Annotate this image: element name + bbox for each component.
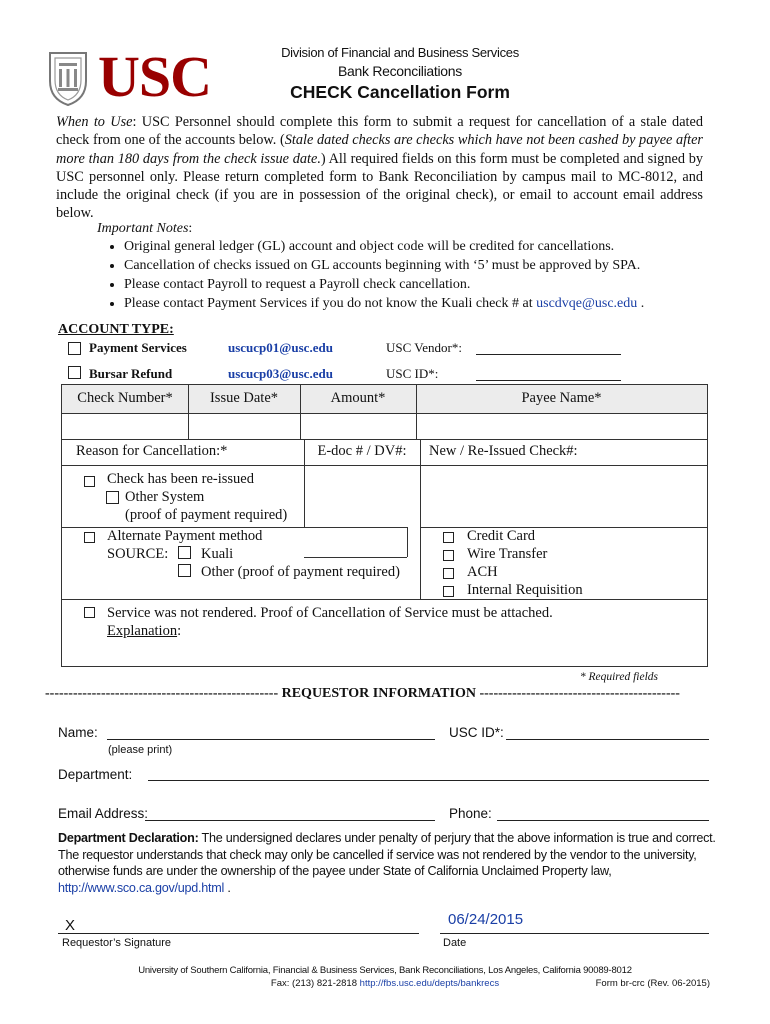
bursar-refund-label: Bursar Refund bbox=[89, 366, 173, 381]
explanation-label: Explanation: bbox=[107, 623, 182, 639]
bankrecs-website-link[interactable]: http://fbs.usc.edu/depts/bankrecs bbox=[359, 978, 500, 989]
usc-vendor-label: USC Vendor*: bbox=[386, 340, 462, 355]
source-label: SOURCE: bbox=[107, 546, 169, 562]
wire-transfer-checkbox[interactable] bbox=[443, 550, 454, 561]
check-number-input[interactable] bbox=[62, 413, 188, 439]
name-label: Name: bbox=[58, 725, 98, 740]
payee-name-header: Payee Name* bbox=[521, 390, 602, 406]
kuali-checkbox[interactable] bbox=[178, 546, 191, 559]
requestor-usc-id-input[interactable] bbox=[506, 739, 709, 740]
department-declaration: Department Declaration: The undersigned declares under penalty of perjury that the above information is true and correct. The requestor understands that check may only be cancelled if service was not rendered by the vendor to the university, otherwise funds are under the ownership of the payee under State of California Unclaimed Property law, http://www.sco.ca.gov/upd.html . bbox=[58, 831, 716, 895]
phone-input[interactable] bbox=[497, 820, 709, 821]
requestor-usc-id-label: USC ID*: bbox=[449, 725, 504, 740]
check-reissued-label: Check has been re-issued bbox=[107, 471, 254, 487]
reason-label: Reason for Cancellation:* bbox=[76, 443, 228, 459]
alternate-payment-checkbox[interactable] bbox=[84, 532, 95, 543]
required-fields-note: * Required fields bbox=[579, 671, 658, 683]
important-notes-label: Important Notes: bbox=[97, 221, 193, 236]
kuali-contact-email-link[interactable]: uscdvqe@usc.edu bbox=[536, 296, 638, 311]
signature-label: Requestor’s Signature bbox=[62, 937, 172, 949]
service-not-rendered-label: Service was not rendered. Proof of Cancellation of Service must be attached. bbox=[107, 605, 553, 621]
issue-date-input[interactable] bbox=[189, 413, 300, 439]
usc-seal-icon bbox=[46, 47, 90, 107]
usc-logo bbox=[46, 44, 212, 109]
reissued-check-label: New / Re-Issued Check#: bbox=[429, 443, 578, 459]
bursar-refund-checkbox[interactable] bbox=[68, 366, 81, 379]
usc-id-input[interactable] bbox=[476, 380, 621, 381]
bursar-refund-email-link[interactable]: uscucp03@usc.edu bbox=[228, 366, 333, 381]
check-details-table bbox=[61, 384, 708, 667]
when-to-use-label: When to Use bbox=[56, 114, 133, 130]
name-input[interactable] bbox=[107, 739, 435, 740]
ach-label: ACH bbox=[467, 564, 498, 580]
date-value[interactable]: 06/24/2015 bbox=[448, 911, 524, 928]
edoc-input[interactable] bbox=[305, 466, 420, 527]
alternate-payment-label: Alternate Payment method bbox=[107, 528, 263, 544]
payment-services-email-link[interactable]: uscucp01@usc.edu bbox=[228, 340, 333, 355]
department-input[interactable] bbox=[148, 780, 709, 781]
internal-requisition-label: Internal Requisition bbox=[467, 582, 583, 598]
other-source-label: Other (proof of payment required) bbox=[201, 564, 400, 580]
amount-input[interactable] bbox=[301, 413, 416, 439]
signature-x: X bbox=[65, 917, 76, 934]
usc-vendor-input[interactable] bbox=[476, 354, 621, 355]
reissued-check-input[interactable] bbox=[421, 466, 707, 527]
requestor-section-heading: -------------------------------------------------- REQUESTOR INFORMATION ------------------------------------------- bbox=[45, 686, 680, 701]
credit-card-checkbox[interactable] bbox=[443, 532, 454, 543]
credit-card-label: Credit Card bbox=[467, 528, 536, 544]
edoc-label: E-doc # / DV#: bbox=[317, 443, 407, 459]
department-heading: Bank Reconciliations bbox=[338, 63, 462, 79]
footer-address: University of Southern California, Financial & Business Services, Bank Reconciliations, Los Angeles, California 90089-8012 bbox=[138, 965, 632, 976]
check-reissued-checkbox[interactable] bbox=[84, 476, 95, 487]
account-type-label: ACCOUNT TYPE: bbox=[58, 322, 174, 337]
email-address-input[interactable] bbox=[145, 820, 435, 821]
usc-id-label: USC ID*: bbox=[386, 366, 439, 381]
service-not-rendered-checkbox[interactable] bbox=[84, 607, 95, 618]
page-title: CHECK Cancellation Form bbox=[290, 82, 510, 102]
check-number-header: Check Number* bbox=[77, 390, 173, 406]
intro-paragraph: When to Use: USC Personnel should complete this form to submit a request for cancellation of a stale dated check from one of the accounts below. (Stale dated checks are checks which have not been cashed by payee after more than 180 days from the check issue date.) All required fields on this form must be completed and signed by USC personnel only. Please return completed form to Bank Reconciliation by campus mail to MC-8012, and include the original check (if you are in possession of the original check), or email to account email address below. bbox=[56, 114, 704, 222]
other-source-checkbox[interactable] bbox=[178, 564, 191, 577]
ach-checkbox[interactable] bbox=[443, 568, 454, 579]
other-system-label: Other System bbox=[125, 489, 205, 505]
kuali-label: Kuali bbox=[201, 546, 234, 562]
note-item: • Please contact Payment Services if you do not know the Kuali check # at uscdvqe@usc.edu . bbox=[124, 295, 744, 312]
account-row-payment-services bbox=[68, 340, 628, 358]
other-system-checkbox[interactable] bbox=[106, 491, 119, 504]
proof-required-label: (proof of payment required) bbox=[125, 507, 288, 523]
unclaimed-property-link[interactable]: http://www.sco.ca.gov/upd.html bbox=[58, 880, 225, 895]
account-row-bursar-refund bbox=[68, 366, 628, 384]
amount-header: Amount* bbox=[330, 390, 386, 406]
payment-services-label: Payment Services bbox=[89, 340, 187, 355]
note-item: • Original general ledger (GL) account and object code will be credited for cancellations. bbox=[124, 238, 744, 255]
phone-label: Phone: bbox=[449, 806, 492, 821]
note-item: • Cancellation of checks issued on GL accounts beginning with ‘5’ must be approved by SPA. bbox=[124, 257, 744, 274]
department-label: Department: bbox=[58, 767, 133, 782]
payee-name-input[interactable] bbox=[417, 413, 707, 439]
form-revision: Form br-crc (Rev. 06-2015) bbox=[595, 978, 710, 989]
email-address-label: Email Address: bbox=[58, 806, 149, 821]
usc-wordmark: USC bbox=[98, 44, 212, 109]
important-notes-list bbox=[84, 238, 744, 314]
explanation-input[interactable] bbox=[192, 625, 692, 661]
signature-input[interactable] bbox=[58, 933, 419, 934]
issue-date-header: Issue Date* bbox=[209, 390, 279, 406]
footer-fax: Fax: (213) 821-2818 bbox=[270, 978, 360, 989]
please-print-label: (please print) bbox=[108, 744, 173, 756]
payment-services-checkbox[interactable] bbox=[68, 342, 81, 355]
date-label: Date bbox=[443, 937, 467, 949]
internal-requisition-checkbox[interactable] bbox=[443, 586, 454, 597]
division-heading: Division of Financial and Business Services bbox=[281, 45, 519, 60]
wire-transfer-label: Wire Transfer bbox=[467, 546, 548, 562]
note-item: • Please contact Payroll to request a Payroll check cancellation. bbox=[124, 276, 744, 293]
date-input[interactable] bbox=[440, 933, 709, 934]
